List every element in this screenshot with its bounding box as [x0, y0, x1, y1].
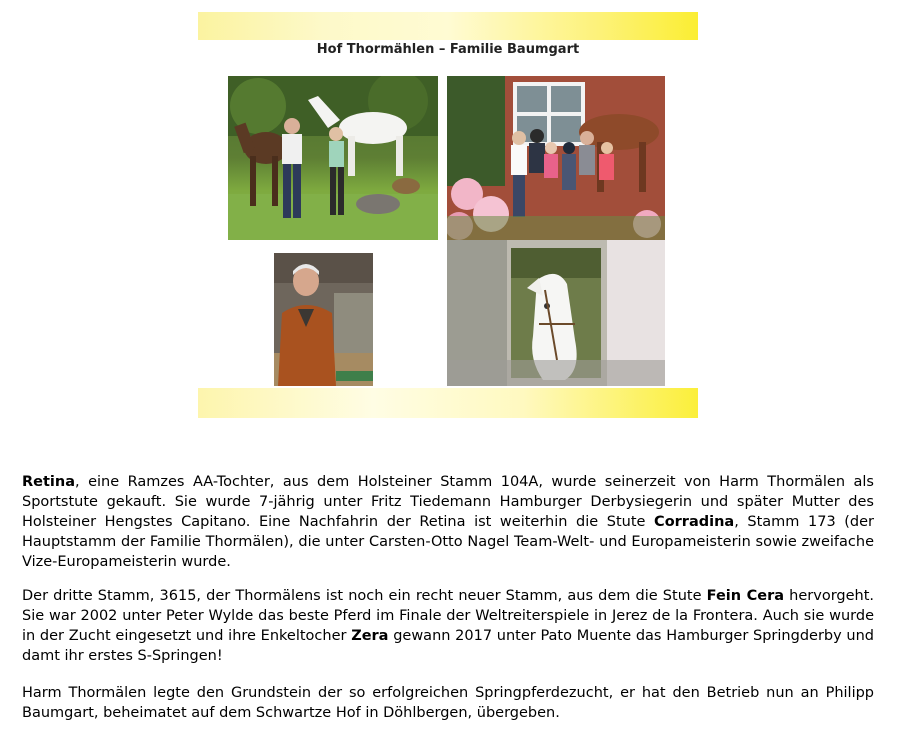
- paragraph-text: hervorgeht. Sie war 2002 unter Peter Wylde das beste Pferd im Finale der Weltreiterspiele in Jerez de la Frontera. Auch sie wurde in der Zucht eingesetzt und ihre Enkeltocher: [22, 588, 875, 644]
- paragraph-text: Der dritte Stamm, 3615, der Thormälens ist noch ein recht neuer Stamm, aus dem die Stute: [22, 588, 707, 604]
- photo-family-with-horses: [228, 76, 438, 240]
- paragraph-text: gewann 2017 unter Pato Muente das Hamburger Springderby und damt ihr erstes S-Springen!: [22, 628, 874, 664]
- collage-bottom-band: [198, 388, 698, 418]
- photo-group-brick-house: [447, 76, 665, 240]
- collage-title: Hof Thormählen – Familie Baumgart: [316, 42, 580, 57]
- paragraph-text: , eine Ramzes AA-Tochter, aus dem Holsteiner Stamm 104A, wurde seinerzeit von Harm Thormälen als Sportstute gekauft. Sie wurde 7-jährig unter Fritz Tiedemann Hamburger Derbysiegerin und später Mutter des Holsteiner Hengstes Capitano. Eine Nachfahrin der Retina ist weiterhin die Stute: [22, 474, 874, 530]
- bold-name: Retina: [22, 474, 76, 490]
- paragraph-text: Harm Thormälen legte den Grundstein der so erfolgreichen Springpferdezucht, er hat den Betrieb nun an Philipp Baumgart, beheimatet auf dem Schwartze Hof in Döhlbergen, übergeben.: [22, 685, 874, 721]
- collage-top-band: [198, 12, 698, 40]
- paragraph-retina: [22, 472, 874, 572]
- paragraph-grundstein: [22, 683, 874, 723]
- photo-harm-thormaehlen: [274, 253, 373, 386]
- bold-name: Fein Cera: [706, 588, 785, 604]
- photo-collage: [198, 12, 698, 418]
- paragraph-text: , Stamm 173 (der Hauptstamm der Familie Thormälen), die unter Carsten-Otto Nagel Team-Welt- und Europameisterin sowie zweifache Vize-Europameisterin wurde.: [22, 514, 874, 570]
- bold-name: Zera: [351, 628, 389, 644]
- bold-name: Corradina: [654, 514, 735, 530]
- paragraph-fein-cera: [22, 586, 874, 666]
- photo-white-horse: [447, 240, 665, 386]
